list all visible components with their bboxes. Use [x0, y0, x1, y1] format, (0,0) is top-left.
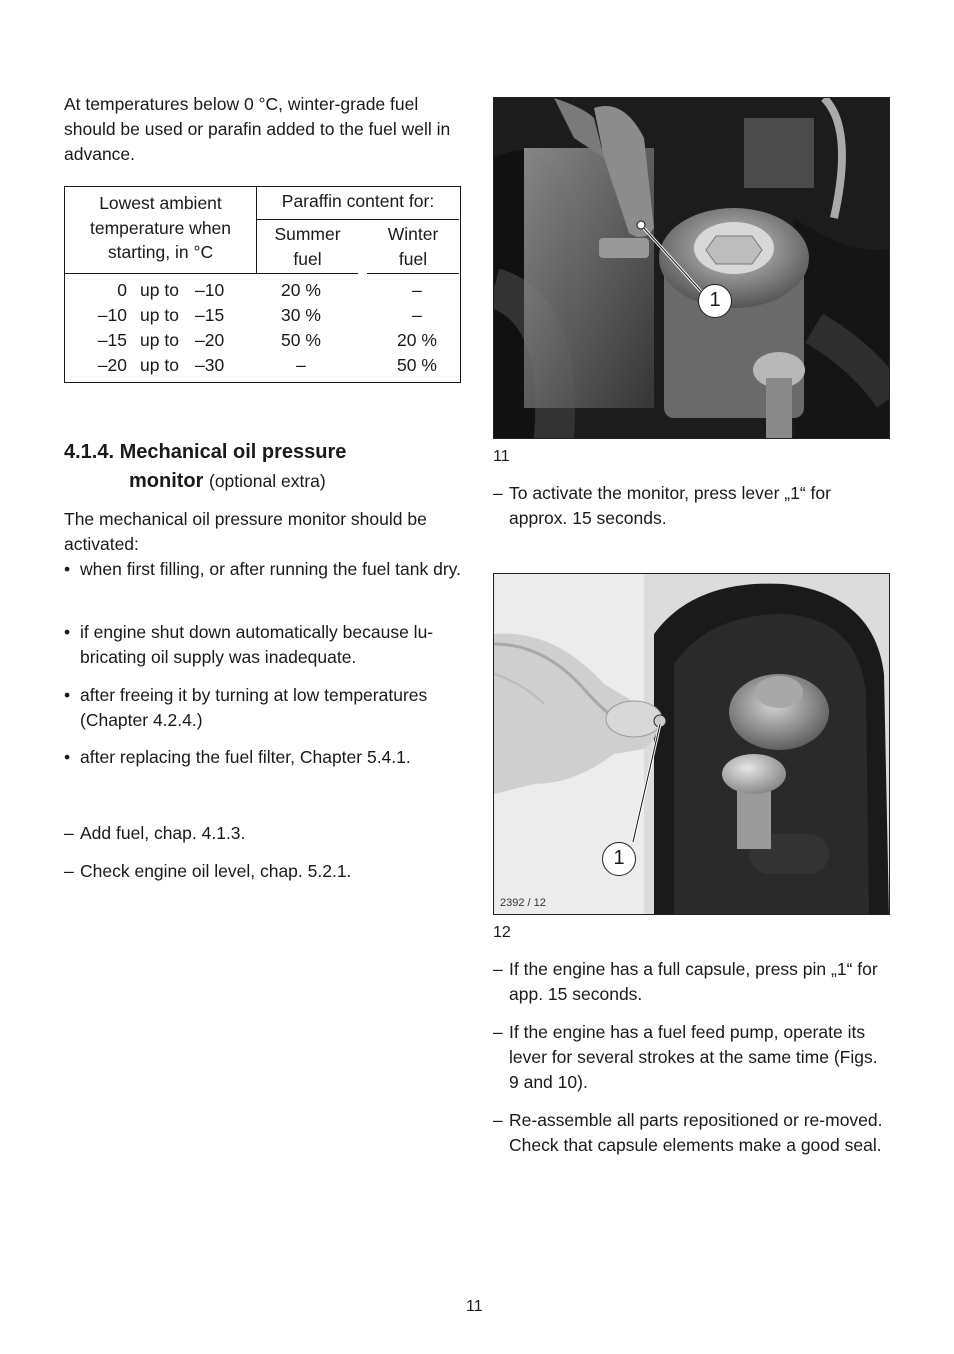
- table-row: –10 up to –15 30 % –: [97, 305, 422, 325]
- figure-11-callout: 1: [698, 284, 732, 318]
- section-note: (optional extra): [209, 471, 326, 491]
- table-header-paraffin: Paraffin content for:: [257, 187, 459, 220]
- step-item: – If the engine has a full capsule, press pin „1“ for app. 15 seconds.: [493, 959, 878, 1004]
- figure-11-number: 11: [493, 448, 510, 465]
- figure-12-photo: [493, 573, 890, 915]
- step-item: – To activate the monitor, press lever „1“ for approx. 15 seconds.: [493, 483, 831, 528]
- table-row: 0 up to –10 20 % –: [117, 280, 422, 300]
- figure-12-code: 2392 / 12: [500, 897, 546, 909]
- table-row: –15 up to –20 50 % 20 %: [97, 330, 437, 350]
- engine-photo-11: [494, 98, 890, 439]
- bullet-item: • after freeing it by turning at low temperatures (Chapter 4.2.4.): [64, 685, 428, 730]
- table-header-winter: Winter fuel: [367, 220, 459, 274]
- engine-photo-12: [494, 574, 890, 915]
- figure-12-callout: 1: [602, 842, 636, 876]
- section-heading-cont: monitor (optional extra): [129, 470, 326, 492]
- paraffin-table: [64, 186, 461, 383]
- figure-11-photo: [493, 97, 890, 439]
- step-item: – If the engine has a fuel feed pump, operate its lever for several strokes at the same time (Figs. 9 and 10).: [493, 1022, 878, 1092]
- table-header-summer: Summer fuel: [257, 220, 358, 274]
- step-item: – Re-assemble all parts repositioned or re-moved. Check that capsule elements make a good seal.: [493, 1110, 883, 1155]
- section-heading: 4.1.4. Mechanical oil pressure: [64, 441, 347, 463]
- intro-paragraph: At temperatures below 0 °C, winter-grade fuel should be used or parafin added to the fuel well in advance.: [64, 94, 451, 164]
- page-number: 11: [466, 1298, 483, 1315]
- table-row: –20 up to –30 – 50 %: [97, 355, 437, 375]
- bullet-item: • if engine shut down automatically because lu-bricating oil supply was inadequate.: [64, 622, 434, 667]
- bullet-item: • after replacing the fuel filter, Chapter 5.4.1.: [64, 747, 411, 767]
- bullet-item: • when first filling, or after running the fuel tank dry.: [64, 559, 461, 579]
- table-header-temperature: Lowest ambient temperature when starting, in °C: [65, 187, 257, 274]
- step-item: – Check engine oil level, chap. 5.2.1.: [64, 861, 352, 881]
- figure-12-number: 12: [493, 924, 511, 941]
- activation-intro: The mechanical oil pressure monitor should be activated:: [64, 509, 427, 554]
- step-item: – Add fuel, chap. 4.1.3.: [64, 823, 246, 843]
